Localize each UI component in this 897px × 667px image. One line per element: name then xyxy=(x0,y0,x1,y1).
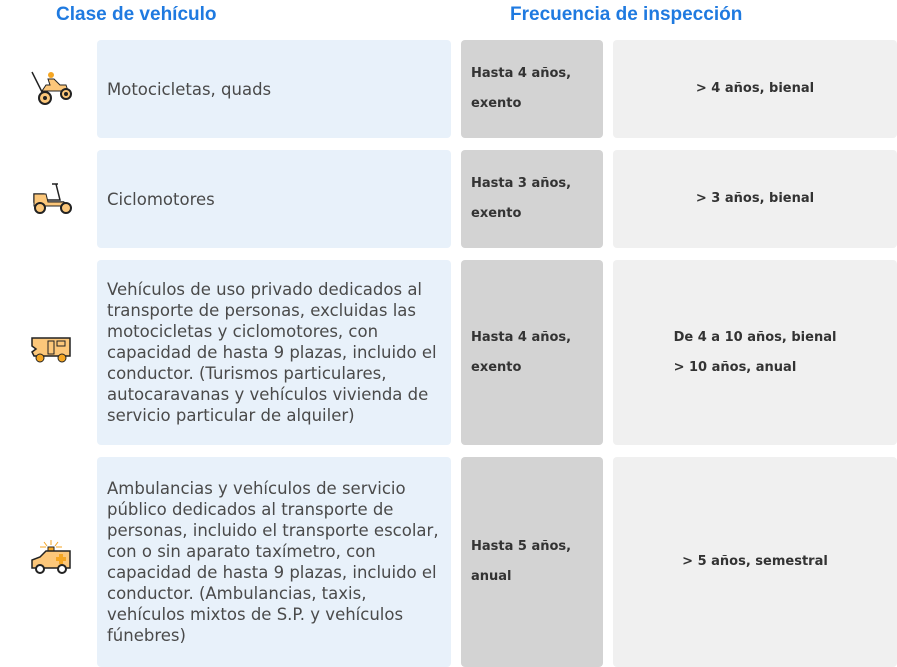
vehicle-class-cell xyxy=(97,150,451,248)
header-frequency: Frecuencia de inspección xyxy=(510,4,743,25)
frequency-cell xyxy=(613,260,897,445)
vehicle-label: Ambulancias y vehículos de servicio público dedicados al transporte de personas, incluido el transporte escolar, con o sin aparato taxímetro, con capacidad de hasta 9 plazas, incluido el conductor. (Ambulancias, taxis, vehículos mixtos de S.P. y vehículos fúnebres) xyxy=(107,479,439,645)
quad-icon xyxy=(28,70,74,110)
frequency-line: De 4 a 10 años, bienal xyxy=(673,329,837,345)
scooter-icon xyxy=(28,180,74,220)
frequency-cell xyxy=(613,150,897,248)
exempt-line: Hasta 4 años, xyxy=(471,66,572,81)
vehicle-label: Vehículos de uso privado dedicados al transporte de personas, excluidas las motocicletas y ciclomotores, con capacidad de hasta 9 plazas, incluido el conductor. (Turismos particulares, autocaravanas y vehículos vivienda de servicio particular de alquiler) xyxy=(107,280,437,425)
frequency-line: > 3 años, bienal xyxy=(695,191,815,206)
vehicle-class-cell xyxy=(97,457,451,667)
vehicle-label: Ciclomotores xyxy=(107,189,215,209)
exempt-line: exento xyxy=(471,359,522,375)
exempt-line: anual xyxy=(471,569,512,584)
frequency-line: > 4 años, bienal xyxy=(695,81,815,96)
exempt-line: Hasta 4 años, xyxy=(471,329,572,345)
vehicle-class-cell xyxy=(97,40,451,138)
camper-icon xyxy=(28,334,74,374)
vehicle-class-cell xyxy=(97,260,451,445)
exempt-cell xyxy=(461,457,603,667)
exempt-line: Hasta 3 años, xyxy=(471,176,572,191)
frequency-cell xyxy=(613,40,897,138)
frequency-line: > 5 años, semestral xyxy=(682,554,828,569)
ambulance-icon xyxy=(28,538,74,578)
exempt-cell xyxy=(461,40,603,138)
exempt-cell xyxy=(461,150,603,248)
exempt-line: exento xyxy=(471,206,522,221)
frequency-cell xyxy=(613,457,897,667)
frequency-line: > 10 años, anual xyxy=(673,359,797,375)
exempt-cell xyxy=(461,260,603,445)
exempt-line: Hasta 5 años, xyxy=(471,539,572,554)
vehicle-label: Motocicletas, quads xyxy=(107,79,272,99)
header-vehicle-class: Clase de vehículo xyxy=(56,4,217,25)
exempt-line: exento xyxy=(471,96,522,111)
